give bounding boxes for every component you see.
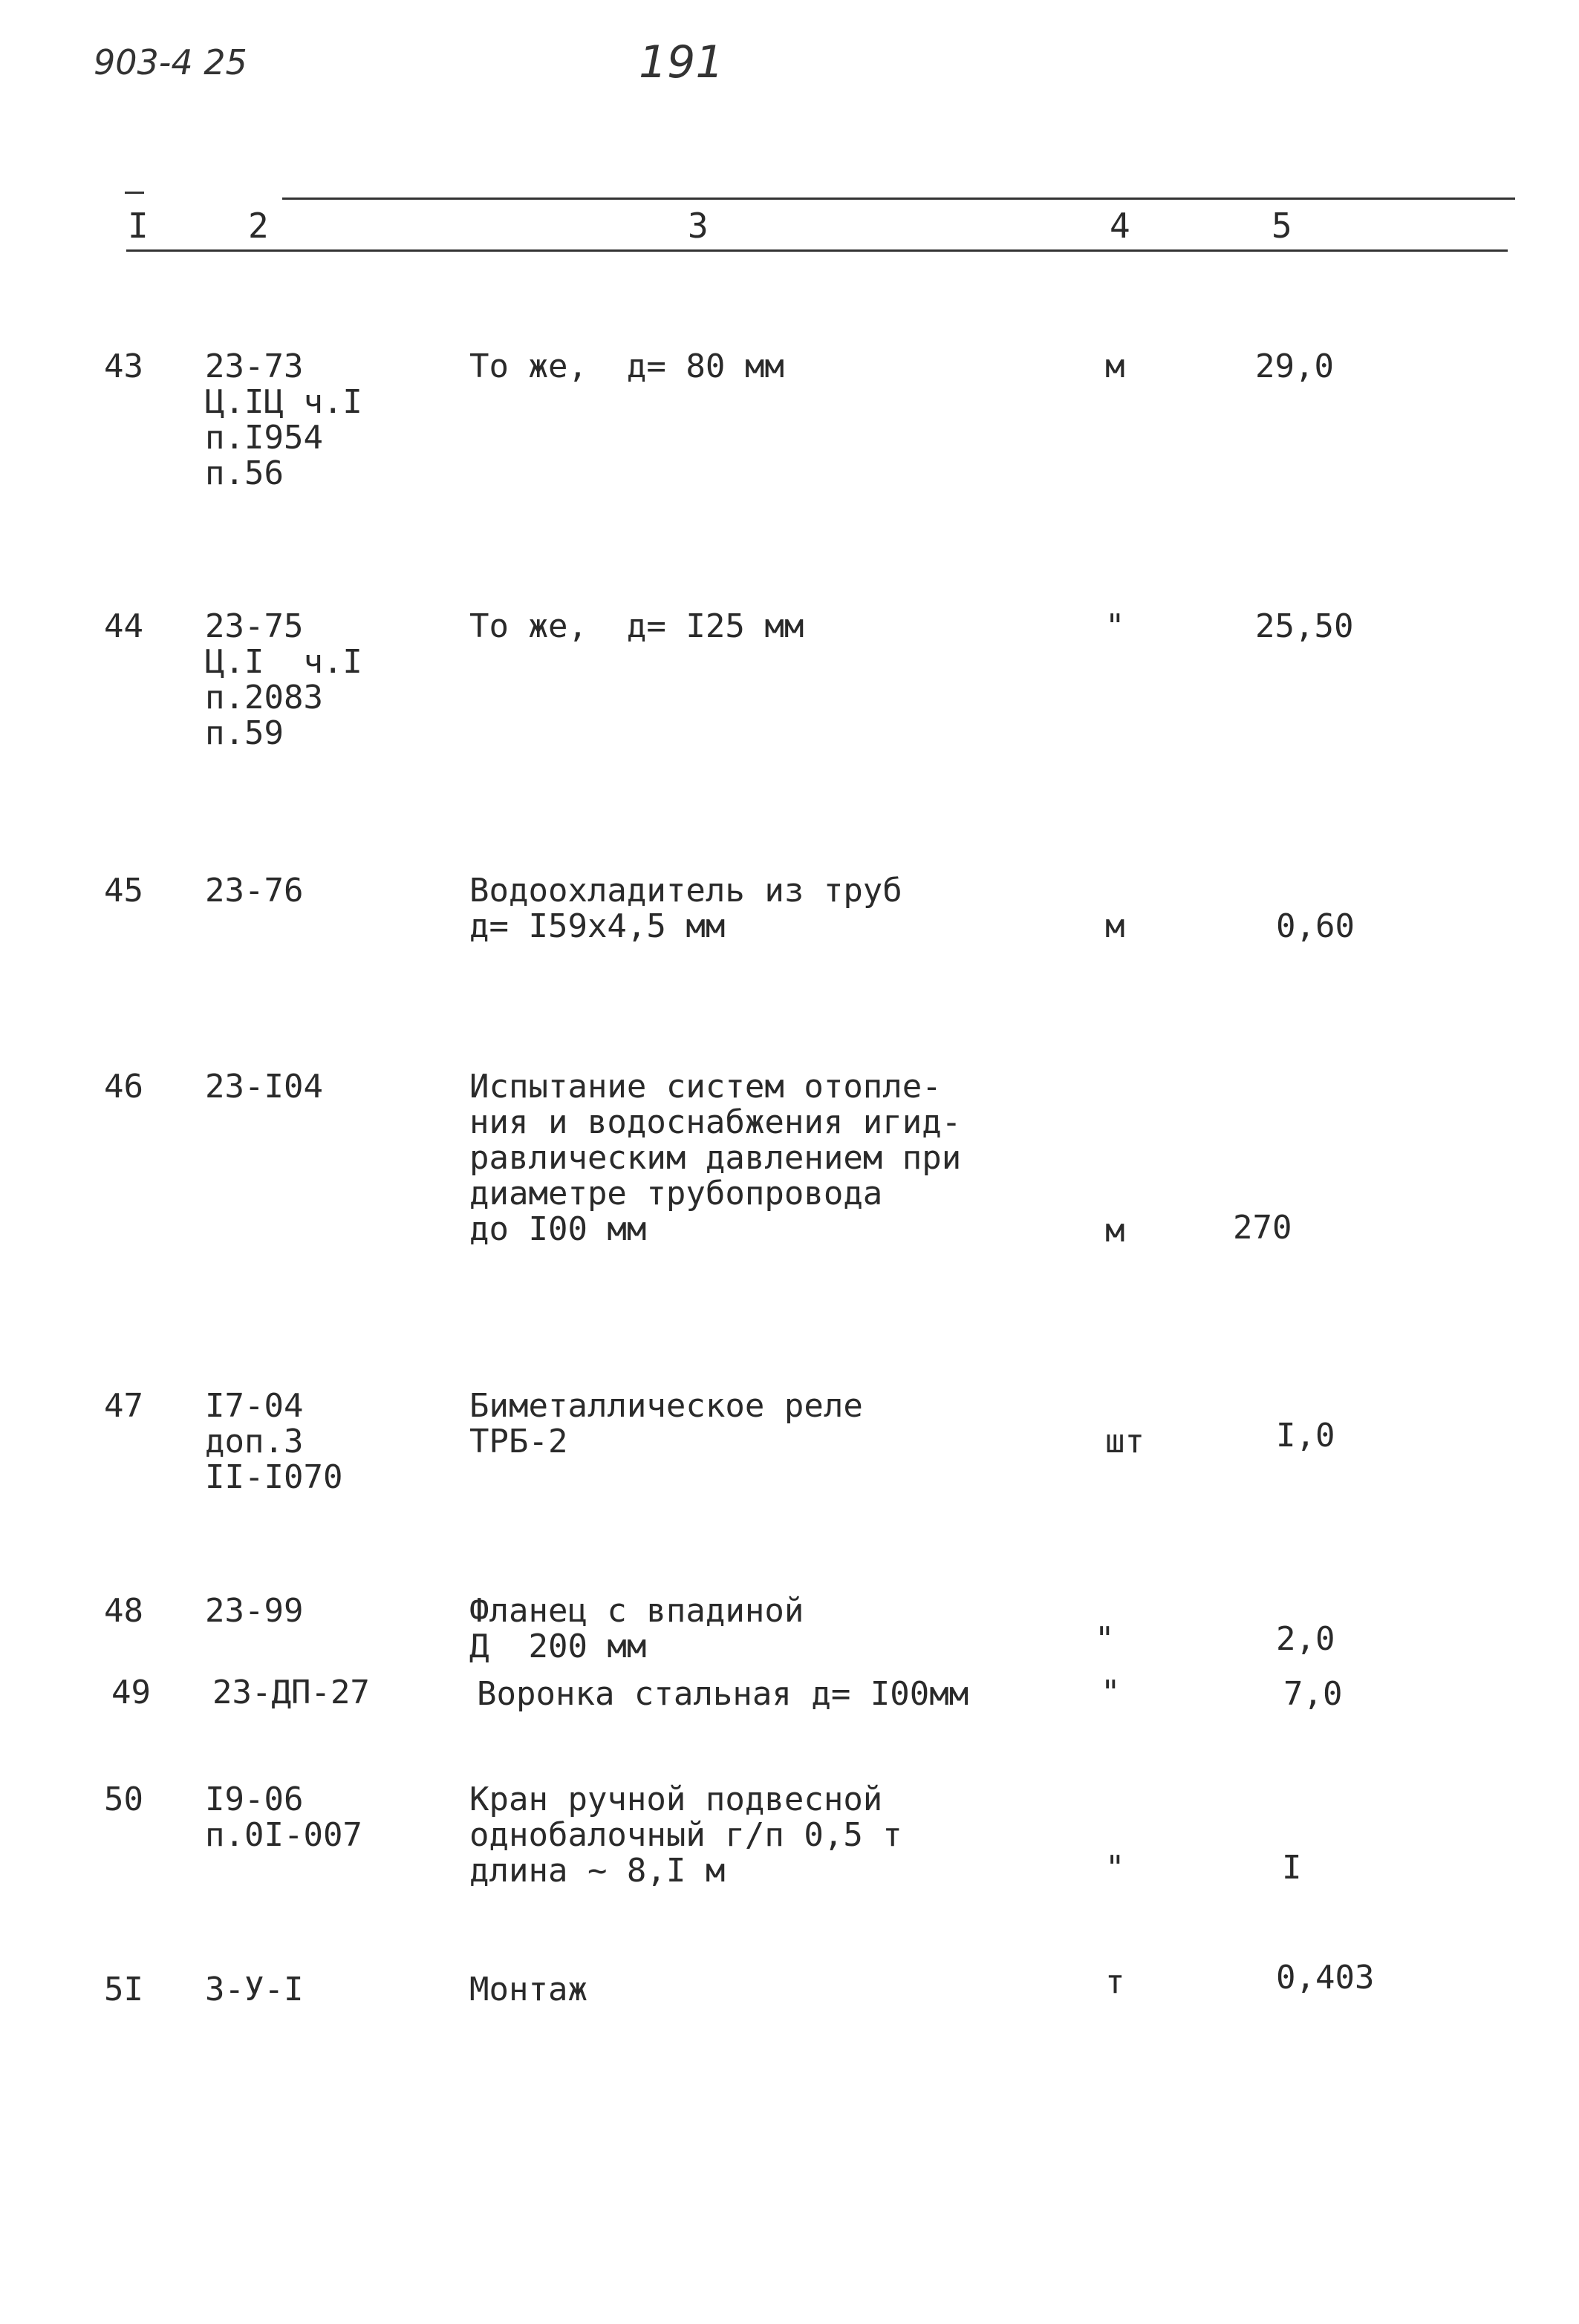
row-reference: 23-73 Ц.IЦ ч.I п.I954 п.56 (205, 347, 362, 492)
row-quantity: 7,0 (1283, 1675, 1343, 1713)
row-number: 49 (111, 1674, 151, 1711)
column-header-1: I (128, 206, 149, 246)
row-unit: шт (1105, 1423, 1145, 1460)
row-unit: м (1105, 347, 1125, 385)
row-quantity: 270 (1233, 1209, 1292, 1247)
row-number: 47 (104, 1387, 143, 1425)
page-number: 191 (639, 36, 724, 88)
row-reference: 23-I04 (205, 1068, 323, 1106)
document-code: 903-4 25 (94, 42, 247, 82)
row-number: 50 (104, 1780, 143, 1818)
row-unit: " (1101, 1674, 1121, 1711)
header-top-rule (282, 198, 1515, 200)
row-number: 43 (104, 347, 143, 385)
row-quantity: 29,0 (1255, 347, 1334, 385)
row-number: 48 (104, 1592, 143, 1630)
row-unit: м (1105, 907, 1125, 945)
row-description: Монтаж (469, 1971, 587, 2008)
row-unit: м (1105, 1212, 1125, 1250)
row-unit: " (1105, 1849, 1125, 1887)
header-bottom-rule (126, 249, 1508, 252)
row-reference: I7-04 доп.3 II-I070 (205, 1387, 343, 1496)
row-unit: т (1105, 1963, 1125, 2001)
row-description: Водоохладитель из труб д= I59x4,5 мм (469, 872, 902, 945)
row-quantity: 0,403 (1276, 1959, 1375, 1997)
row-quantity: 0,60 (1276, 907, 1355, 945)
row-description: Испытание систем отопле- ния и водоснабжения игид- равлическим давлением при диаметре трубопровода до I00 мм (469, 1068, 962, 1248)
row-quantity: I (1282, 1849, 1302, 1887)
row-number: 5I (104, 1971, 143, 2008)
row-description: Фланец с впадиной Д 200 мм (469, 1592, 804, 1665)
row-quantity: 2,0 (1276, 1620, 1335, 1658)
row-reference: 23-99 (205, 1592, 304, 1630)
header-top-rule-short (125, 192, 144, 194)
row-number: 44 (104, 607, 143, 645)
row-description: То же, д= I25 мм (469, 607, 804, 645)
row-number: 45 (104, 872, 143, 910)
row-description: Кран ручной подвесной однобалочный г/п 0,5 т длина ~ 8,I м (469, 1780, 902, 1890)
row-description: То же, д= 80 мм (469, 347, 784, 385)
row-description: Биметаллическое реле ТРБ-2 (469, 1387, 863, 1460)
column-header-5: 5 (1272, 206, 1292, 246)
column-header-4: 4 (1110, 206, 1130, 246)
row-reference: 23-75 Ц.I ч.I п.2083 п.59 (205, 607, 362, 752)
row-quantity: 25,50 (1255, 607, 1354, 645)
column-header-3: 3 (688, 206, 709, 246)
row-description: Воронка стальная д= I00мм (477, 1675, 969, 1713)
row-number: 46 (104, 1068, 143, 1106)
row-reference: I9-06 п.0I-007 (205, 1780, 362, 1854)
row-reference: 23-76 (205, 872, 304, 910)
row-reference: 3-У-I (205, 1971, 304, 2008)
column-header-2: 2 (248, 206, 269, 246)
row-unit: " (1095, 1620, 1115, 1658)
row-quantity: I,0 (1276, 1417, 1335, 1455)
row-unit: " (1105, 607, 1125, 645)
row-reference: 23-ДП-27 (212, 1674, 370, 1711)
